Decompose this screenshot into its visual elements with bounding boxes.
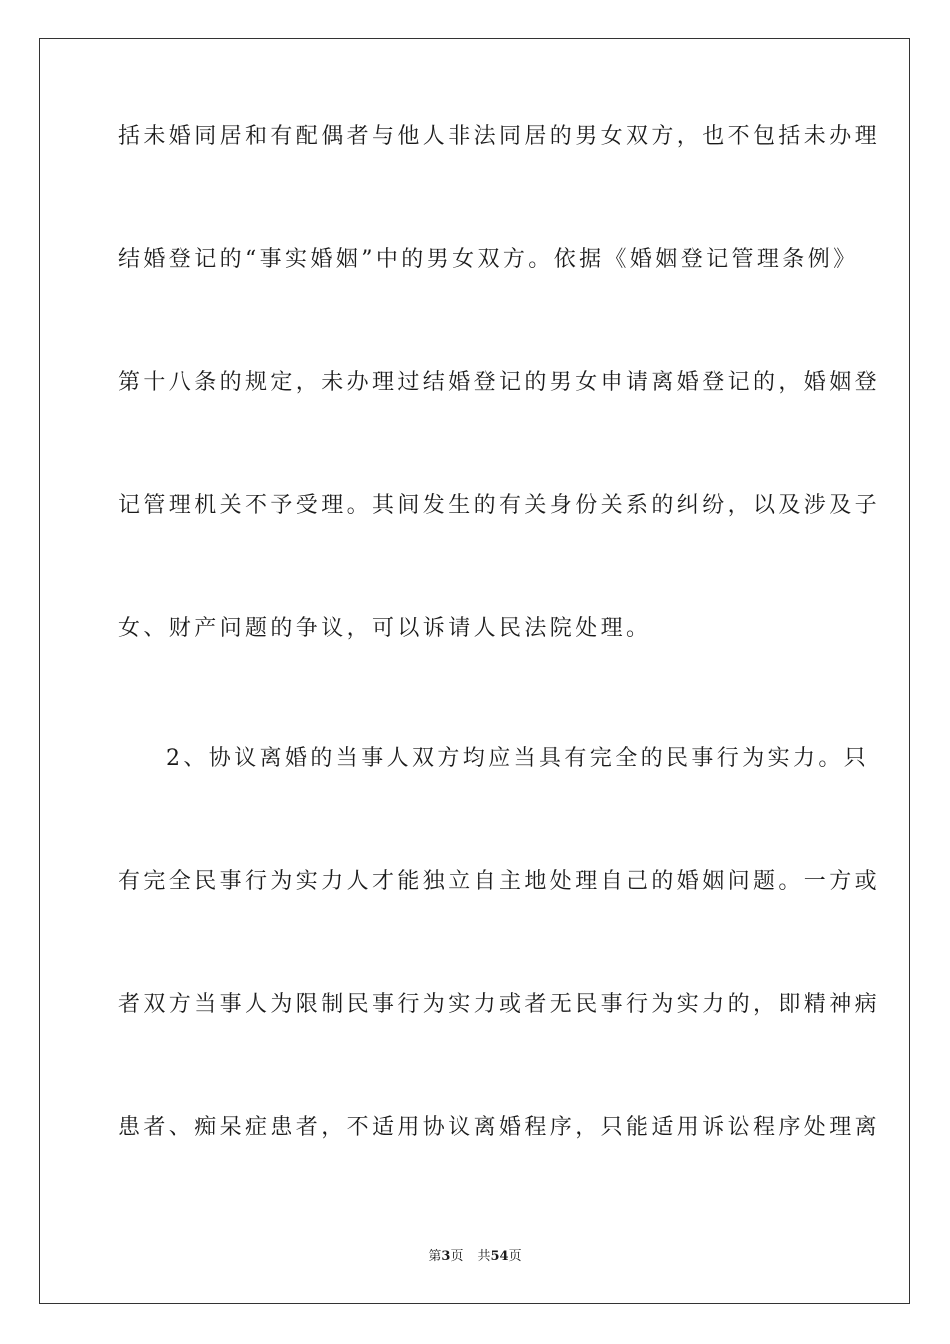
- document-body: [118, 122, 881, 1236]
- text-line: 记管理机关不予受理。其间发生的有关身份关系的纠纷，以及涉及子: [118, 493, 881, 518]
- page-footer: [0, 1248, 950, 1266]
- text-line: 2、协议离婚的当事人双方均应当具有完全的民事行为实力。只: [166, 746, 870, 771]
- page-suffix: 页: [450, 1249, 464, 1264]
- text-line: 第十八条的规定，未办理过结婚登记的男女申请离婚登记的，婚姻登: [118, 370, 881, 395]
- total-prefix: 共: [477, 1249, 491, 1264]
- total-suffix: 页: [508, 1249, 522, 1264]
- page-number: 3: [441, 1249, 451, 1264]
- text-line: 有完全民事行为实力人才能独立自主地处理自己的婚姻问题。一方或: [118, 869, 881, 894]
- text-line: 患者、痴呆症患者，不适用协议离婚程序，只能适用诉讼程序处理离: [118, 1115, 881, 1140]
- text-line: 结婚登记的“事实婚姻”中的男女双方。依据《婚姻登记管理条例》: [118, 247, 859, 272]
- text-line: 者双方当事人为限制民事行为实力或者无民事行为实力的，即精神病: [118, 992, 881, 1017]
- text-line: 女、财产问题的争议，可以诉请人民法院处理。: [118, 616, 652, 641]
- text-line: 括未婚同居和有配偶者与他人非法同居的男女双方，也不包括未办理: [118, 124, 881, 149]
- page-prefix: 第: [428, 1249, 442, 1264]
- total-pages: 54: [490, 1249, 509, 1264]
